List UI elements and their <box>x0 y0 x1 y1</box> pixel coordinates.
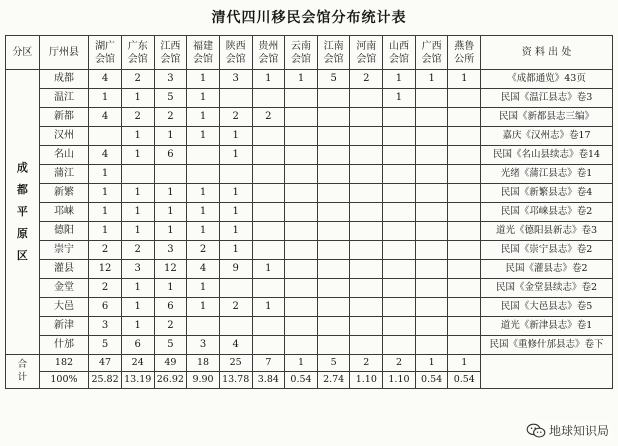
county-cell: 温江 <box>39 89 89 108</box>
count-cell: 1 <box>285 70 318 89</box>
count-cell: 1 <box>121 146 154 165</box>
count-cell: 1 <box>448 70 481 89</box>
count-cell: 1 <box>89 222 122 241</box>
count-cell: 2 <box>89 241 122 260</box>
count-cell: 1 <box>154 222 187 241</box>
count-cell: 1 <box>89 203 122 222</box>
table-row <box>6 336 613 355</box>
source-cell: 嘉庆《汉州志》卷17 <box>481 127 613 146</box>
count-cell <box>154 165 187 184</box>
count-cell <box>350 89 383 108</box>
count-cell: 1 <box>187 184 220 203</box>
count-cell <box>285 127 318 146</box>
count-cell: 5 <box>154 336 187 355</box>
count-cell <box>415 89 448 108</box>
count-cell <box>415 127 448 146</box>
count-cell: 2 <box>350 70 383 89</box>
total-count-cell: 1 <box>448 355 481 372</box>
count-cell: 1 <box>154 127 187 146</box>
count-cell <box>219 317 252 336</box>
count-cell: 3 <box>89 317 122 336</box>
count-cell <box>285 222 318 241</box>
table-title: 清代四川移民会馆分布统计表 <box>211 10 407 26</box>
count-cell <box>383 336 416 355</box>
count-cell <box>415 203 448 222</box>
count-cell <box>448 298 481 317</box>
total-percent-cell: 25.82 <box>89 372 122 389</box>
total-count-cell: 49 <box>154 355 187 372</box>
count-cell: 4 <box>89 146 122 165</box>
column-header: 江西会馆 <box>154 36 187 70</box>
count-cell: 1 <box>219 222 252 241</box>
count-cell: 4 <box>89 108 122 127</box>
count-cell <box>383 222 416 241</box>
count-cell: 1 <box>219 127 252 146</box>
count-cell <box>448 279 481 298</box>
count-cell: 1 <box>187 203 220 222</box>
count-cell <box>448 89 481 108</box>
count-cell <box>415 260 448 279</box>
total-label-text: 合计 <box>17 358 28 383</box>
count-cell: 1 <box>383 70 416 89</box>
count-cell <box>383 203 416 222</box>
column-header: 燕鲁公所 <box>448 36 481 70</box>
count-cell <box>448 317 481 336</box>
total-source-empty <box>481 355 613 389</box>
count-cell: 12 <box>154 260 187 279</box>
total-percent-cell: 26.92 <box>154 372 187 389</box>
count-cell: 12 <box>89 260 122 279</box>
count-cell <box>350 260 383 279</box>
count-cell <box>252 336 285 355</box>
count-cell: 2 <box>219 298 252 317</box>
table-row <box>6 260 613 279</box>
count-cell <box>383 317 416 336</box>
column-header: 江南会馆 <box>317 36 350 70</box>
table-row <box>6 317 613 336</box>
count-cell <box>285 89 318 108</box>
total-percent-cell: 1.10 <box>350 372 383 389</box>
count-cell <box>252 165 285 184</box>
total-count-cell: 24 <box>121 355 154 372</box>
count-cell: 3 <box>121 260 154 279</box>
count-cell <box>252 317 285 336</box>
count-cell <box>285 184 318 203</box>
count-cell: 1 <box>252 298 285 317</box>
count-cell <box>415 298 448 317</box>
count-cell <box>317 260 350 279</box>
source-cell: 民国《大邑县志》卷5 <box>481 298 613 317</box>
count-cell <box>350 222 383 241</box>
count-cell <box>317 298 350 317</box>
county-cell: 金堂 <box>39 279 89 298</box>
count-cell <box>187 165 220 184</box>
county-cell: 邛崃 <box>39 203 89 222</box>
count-cell: 4 <box>89 70 122 89</box>
count-cell <box>350 279 383 298</box>
count-cell: 3 <box>154 241 187 260</box>
table-row <box>6 165 613 184</box>
count-cell <box>448 241 481 260</box>
county-cell: 蒲江 <box>39 165 89 184</box>
source-cell: 道光《德阳县新志》卷3 <box>481 222 613 241</box>
total-count-row <box>6 355 613 372</box>
count-cell <box>350 108 383 127</box>
count-cell <box>448 260 481 279</box>
source-cell: 道光《新津县志》卷1 <box>481 317 613 336</box>
count-cell <box>383 260 416 279</box>
total-label <box>6 355 40 389</box>
table-row <box>6 279 613 298</box>
count-cell: 1 <box>187 89 220 108</box>
count-cell <box>252 89 285 108</box>
total-percent-cell: 1.10 <box>383 372 416 389</box>
count-cell: 6 <box>89 298 122 317</box>
count-cell <box>317 317 350 336</box>
count-cell <box>252 279 285 298</box>
count-cell <box>285 203 318 222</box>
source-cell: 民国《名山县续志》卷14 <box>481 146 613 165</box>
count-cell <box>285 108 318 127</box>
count-cell: 1 <box>383 89 416 108</box>
count-cell: 1 <box>187 279 220 298</box>
count-cell: 1 <box>187 222 220 241</box>
count-cell <box>317 184 350 203</box>
count-cell <box>317 146 350 165</box>
source-cell: 光绪《蒲江县志》卷1 <box>481 165 613 184</box>
count-cell <box>252 241 285 260</box>
count-cell: 1 <box>89 165 122 184</box>
count-cell <box>350 127 383 146</box>
count-cell <box>121 165 154 184</box>
county-cell: 新津 <box>39 317 89 336</box>
column-header: 陕西会馆 <box>219 36 252 70</box>
source-cell: 《成都通览》43页 <box>481 70 613 89</box>
county-cell: 崇宁 <box>39 241 89 260</box>
count-cell <box>350 165 383 184</box>
count-cell <box>448 108 481 127</box>
total-count-cell: 182 <box>39 355 89 372</box>
total-percent-cell: 100% <box>39 372 89 389</box>
count-cell: 3 <box>187 336 220 355</box>
count-cell: 1 <box>252 260 285 279</box>
county-cell: 成都 <box>39 70 89 89</box>
count-cell <box>415 108 448 127</box>
count-cell <box>219 279 252 298</box>
column-header: 厅州县 <box>39 36 89 70</box>
count-cell <box>317 127 350 146</box>
region-label: 成都平原区 <box>16 161 28 262</box>
count-cell: 1 <box>121 317 154 336</box>
count-cell <box>285 260 318 279</box>
count-cell <box>448 203 481 222</box>
count-cell: 2 <box>121 241 154 260</box>
count-cell <box>252 146 285 165</box>
count-cell <box>317 89 350 108</box>
watermark <box>523 421 612 440</box>
table-row <box>6 70 613 89</box>
count-cell: 1 <box>154 203 187 222</box>
count-cell <box>317 222 350 241</box>
count-cell: 1 <box>219 146 252 165</box>
column-header: 贵州会馆 <box>252 36 285 70</box>
count-cell <box>285 298 318 317</box>
column-header: 分区 <box>6 36 40 70</box>
region-cell <box>6 70 40 355</box>
count-cell: 1 <box>219 203 252 222</box>
count-cell <box>317 165 350 184</box>
count-cell: 2 <box>187 241 220 260</box>
source-cell: 民国《邛崃县志》卷2 <box>481 203 613 222</box>
count-cell <box>219 89 252 108</box>
count-cell <box>187 146 220 165</box>
count-cell: 2 <box>89 279 122 298</box>
count-cell: 1 <box>121 184 154 203</box>
column-header: 河南会馆 <box>350 36 383 70</box>
table-row <box>6 298 613 317</box>
count-cell <box>89 127 122 146</box>
county-cell: 德阳 <box>39 222 89 241</box>
count-cell: 4 <box>187 260 220 279</box>
column-header: 湖广会馆 <box>89 36 122 70</box>
count-cell <box>448 146 481 165</box>
count-cell <box>350 336 383 355</box>
total-count-cell: 18 <box>187 355 220 372</box>
count-cell <box>252 203 285 222</box>
count-cell <box>285 241 318 260</box>
count-cell: 1 <box>415 70 448 89</box>
county-cell: 汉州 <box>39 127 89 146</box>
count-cell: 2 <box>252 108 285 127</box>
count-cell <box>350 241 383 260</box>
count-cell <box>415 184 448 203</box>
total-percent-cell: 2.74 <box>317 372 350 389</box>
count-cell: 1 <box>89 89 122 108</box>
count-cell: 5 <box>89 336 122 355</box>
column-header: 福建会馆 <box>187 36 220 70</box>
count-cell <box>350 298 383 317</box>
count-cell: 2 <box>154 108 187 127</box>
count-cell <box>383 165 416 184</box>
total-count-cell: 7 <box>252 355 285 372</box>
source-cell: 民国《温江县志》卷3 <box>481 89 613 108</box>
count-cell <box>383 279 416 298</box>
count-cell: 6 <box>121 336 154 355</box>
count-cell: 6 <box>154 146 187 165</box>
count-cell <box>317 336 350 355</box>
count-cell <box>415 146 448 165</box>
count-cell: 5 <box>317 70 350 89</box>
source-cell: 民国《新都县志三编》 <box>481 108 613 127</box>
count-cell <box>448 127 481 146</box>
count-cell <box>415 222 448 241</box>
header-row <box>6 36 613 70</box>
count-cell <box>285 165 318 184</box>
count-cell: 1 <box>252 70 285 89</box>
count-cell: 1 <box>121 89 154 108</box>
count-cell <box>415 241 448 260</box>
total-percent-cell: 0.54 <box>448 372 481 389</box>
count-cell <box>252 184 285 203</box>
county-cell: 大邑 <box>39 298 89 317</box>
count-cell: 1 <box>154 184 187 203</box>
wechat-icon <box>526 423 546 439</box>
count-cell <box>350 317 383 336</box>
count-cell <box>350 203 383 222</box>
count-cell <box>448 165 481 184</box>
count-cell: 3 <box>154 70 187 89</box>
count-cell <box>383 146 416 165</box>
count-cell: 1 <box>187 108 220 127</box>
count-cell: 5 <box>154 89 187 108</box>
total-count-cell: 47 <box>89 355 122 372</box>
count-cell <box>383 298 416 317</box>
count-cell <box>285 279 318 298</box>
count-cell: 9 <box>219 260 252 279</box>
count-cell: 1 <box>121 203 154 222</box>
total-count-cell: 2 <box>383 355 416 372</box>
count-cell <box>448 222 481 241</box>
count-cell: 2 <box>121 70 154 89</box>
count-cell <box>415 279 448 298</box>
count-cell <box>317 203 350 222</box>
count-cell: 1 <box>89 184 122 203</box>
count-cell <box>448 184 481 203</box>
watermark-text: 地球知识局 <box>548 424 609 438</box>
count-cell <box>350 146 383 165</box>
table-row <box>6 222 613 241</box>
table-row <box>6 127 613 146</box>
count-cell <box>252 127 285 146</box>
count-cell <box>317 241 350 260</box>
county-cell: 名山 <box>39 146 89 165</box>
count-cell <box>383 108 416 127</box>
count-cell: 2 <box>219 108 252 127</box>
county-cell: 什邡 <box>39 336 89 355</box>
count-cell: 1 <box>219 241 252 260</box>
count-cell: 1 <box>121 127 154 146</box>
count-cell <box>383 127 416 146</box>
count-cell: 6 <box>154 298 187 317</box>
count-cell: 2 <box>121 108 154 127</box>
table-row <box>6 203 613 222</box>
source-cell: 民国《新繁县志》卷4 <box>481 184 613 203</box>
county-cell: 灌县 <box>39 260 89 279</box>
count-cell: 4 <box>219 336 252 355</box>
total-percent-cell: 0.54 <box>415 372 448 389</box>
column-header: 山西会馆 <box>383 36 416 70</box>
count-cell: 1 <box>219 184 252 203</box>
count-cell <box>252 222 285 241</box>
column-header: 云南会馆 <box>285 36 318 70</box>
count-cell: 3 <box>219 70 252 89</box>
county-cell: 新都 <box>39 108 89 127</box>
total-percent-cell: 0.54 <box>285 372 318 389</box>
table-row <box>6 89 613 108</box>
total-count-cell: 1 <box>285 355 318 372</box>
count-cell <box>448 336 481 355</box>
count-cell: 1 <box>187 298 220 317</box>
county-cell: 新繁 <box>39 184 89 203</box>
total-percent-cell: 3.84 <box>252 372 285 389</box>
total-count-cell: 5 <box>317 355 350 372</box>
column-header: 资 料 出 处 <box>481 36 613 70</box>
source-cell: 民国《灌县志》卷2 <box>481 260 613 279</box>
count-cell <box>317 108 350 127</box>
total-count-cell: 2 <box>350 355 383 372</box>
count-cell: 2 <box>154 317 187 336</box>
count-cell <box>285 317 318 336</box>
statistics-table <box>5 35 613 389</box>
count-cell <box>415 165 448 184</box>
table-row <box>6 146 613 165</box>
total-percent-cell: 13.19 <box>121 372 154 389</box>
total-percent-cell: 9.90 <box>187 372 220 389</box>
table-row <box>6 184 613 203</box>
count-cell <box>383 184 416 203</box>
source-cell: 民国《金堂县续志》卷2 <box>481 279 613 298</box>
column-header: 广西会馆 <box>415 36 448 70</box>
count-cell: 1 <box>121 298 154 317</box>
source-cell: 民国《崇宁县志》卷2 <box>481 241 613 260</box>
count-cell: 1 <box>187 127 220 146</box>
table-row <box>6 108 613 127</box>
total-percent-cell: 13.78 <box>219 372 252 389</box>
count-cell <box>415 336 448 355</box>
count-cell <box>317 279 350 298</box>
count-cell: 1 <box>121 222 154 241</box>
count-cell <box>219 165 252 184</box>
total-count-cell: 1 <box>415 355 448 372</box>
count-cell: 1 <box>121 279 154 298</box>
count-cell <box>187 317 220 336</box>
total-count-cell: 25 <box>219 355 252 372</box>
column-header: 广东会馆 <box>121 36 154 70</box>
count-cell <box>285 146 318 165</box>
count-cell <box>383 241 416 260</box>
count-cell <box>415 317 448 336</box>
table-row <box>6 241 613 260</box>
count-cell <box>350 184 383 203</box>
count-cell: 1 <box>154 279 187 298</box>
count-cell <box>285 336 318 355</box>
count-cell: 1 <box>187 70 220 89</box>
source-cell: 民国《重修什邡县志》卷下 <box>481 336 613 355</box>
